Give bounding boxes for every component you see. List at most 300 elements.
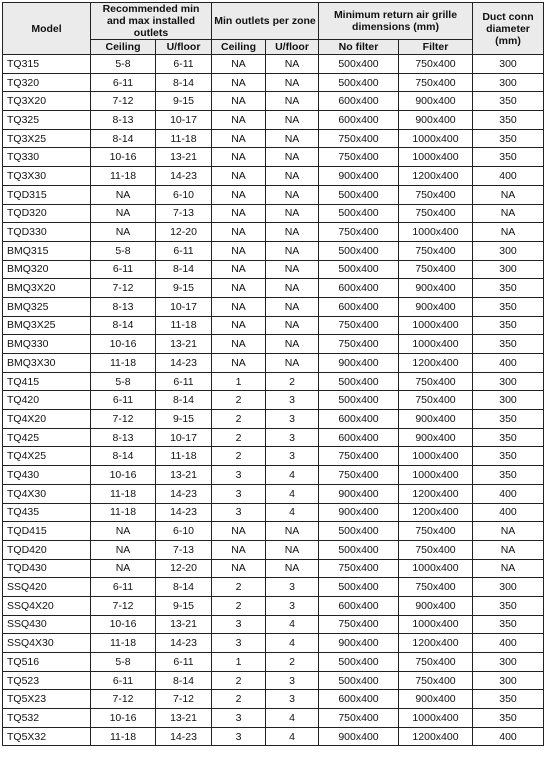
cell-duct-diameter: 400 <box>473 503 544 522</box>
cell-ufloor-installed: 14-23 <box>156 167 212 186</box>
cell-ufloor-installed: 7-13 <box>156 204 212 223</box>
cell-ceiling-installed: 11-18 <box>91 727 156 746</box>
cell-ufloor-zone: NA <box>266 522 319 541</box>
cell-grille-filter: 750x400 <box>399 260 473 279</box>
cell-ufloor-zone: NA <box>266 92 319 111</box>
cell-grille-no-filter: 750x400 <box>319 148 399 167</box>
cell-grille-filter: 1000x400 <box>399 335 473 354</box>
cell-duct-diameter: 350 <box>473 111 544 130</box>
cell-ceiling-installed: NA <box>91 204 156 223</box>
cell-ceiling-installed: 6-11 <box>91 73 156 92</box>
cell-model: BMQ3X25 <box>3 316 91 335</box>
cell-ceiling-installed: 11-18 <box>91 484 156 503</box>
cell-grille-filter: 750x400 <box>399 522 473 541</box>
cell-duct-diameter: 400 <box>473 484 544 503</box>
cell-model: TQ430 <box>3 466 91 485</box>
cell-ufloor-installed: 6-10 <box>156 522 212 541</box>
table-row <box>3 354 544 373</box>
cell-grille-filter: 750x400 <box>399 73 473 92</box>
cell-ceiling-installed: 6-11 <box>91 578 156 597</box>
table-row <box>3 596 544 615</box>
cell-ceiling-zone: NA <box>212 559 266 578</box>
cell-ceiling-zone: NA <box>212 540 266 559</box>
cell-grille-filter: 1000x400 <box>399 466 473 485</box>
cell-ufloor-installed: 6-11 <box>156 241 212 260</box>
cell-ceiling-zone: 3 <box>212 709 266 728</box>
cell-grille-no-filter: 500x400 <box>319 185 399 204</box>
cell-model: BMQ320 <box>3 260 91 279</box>
cell-duct-diameter: 350 <box>473 447 544 466</box>
table-row <box>3 185 544 204</box>
cell-ceiling-installed: NA <box>91 185 156 204</box>
cell-model: TQD415 <box>3 522 91 541</box>
cell-ceiling-zone: 3 <box>212 727 266 746</box>
cell-ufloor-zone: NA <box>266 559 319 578</box>
cell-model: TQ4X25 <box>3 447 91 466</box>
cell-duct-diameter: NA <box>473 204 544 223</box>
cell-duct-diameter: 300 <box>473 391 544 410</box>
cell-ceiling-installed: 10-16 <box>91 148 156 167</box>
cell-ceiling-zone: NA <box>212 260 266 279</box>
cell-grille-no-filter: 500x400 <box>319 522 399 541</box>
table-row <box>3 297 544 316</box>
cell-ufloor-zone: NA <box>266 204 319 223</box>
cell-ceiling-installed: 11-18 <box>91 354 156 373</box>
cell-grille-filter: 750x400 <box>399 372 473 391</box>
cell-grille-filter: 900x400 <box>399 596 473 615</box>
header-duct-diameter: Duct conn diameter (mm) <box>473 3 544 55</box>
cell-ufloor-installed: 13-21 <box>156 615 212 634</box>
table-row <box>3 653 544 672</box>
cell-ceiling-zone: NA <box>212 55 266 74</box>
cell-ufloor-installed: 9-15 <box>156 596 212 615</box>
cell-ufloor-zone: NA <box>266 540 319 559</box>
cell-ufloor-zone: 3 <box>266 578 319 597</box>
cell-grille-no-filter: 900x400 <box>319 167 399 186</box>
cell-ufloor-installed: 12-20 <box>156 559 212 578</box>
cell-ceiling-zone: NA <box>212 241 266 260</box>
cell-ufloor-installed: 6-11 <box>156 653 212 672</box>
cell-ufloor-installed: 14-23 <box>156 503 212 522</box>
cell-model: SSQ4X20 <box>3 596 91 615</box>
cell-model: BMQ3X20 <box>3 279 91 298</box>
cell-ceiling-zone: 2 <box>212 578 266 597</box>
cell-model: TQD330 <box>3 223 91 242</box>
subheader-ceiling: Ceiling <box>91 40 156 55</box>
table-row <box>3 540 544 559</box>
cell-model: TQ5X32 <box>3 727 91 746</box>
cell-model: BMQ330 <box>3 335 91 354</box>
cell-model: TQ435 <box>3 503 91 522</box>
cell-ceiling-zone: NA <box>212 522 266 541</box>
cell-ufloor-installed: 11-18 <box>156 316 212 335</box>
cell-model: TQ532 <box>3 709 91 728</box>
table-row <box>3 55 544 74</box>
cell-ufloor-zone: 2 <box>266 372 319 391</box>
cell-duct-diameter: 350 <box>473 428 544 447</box>
cell-model: TQ420 <box>3 391 91 410</box>
cell-ceiling-installed: 8-13 <box>91 428 156 447</box>
cell-ufloor-zone: 4 <box>266 484 319 503</box>
cell-model: TQD315 <box>3 185 91 204</box>
subheader-ceiling-zone: Ceiling <box>212 40 266 55</box>
cell-ceiling-zone: 2 <box>212 671 266 690</box>
table-row <box>3 578 544 597</box>
cell-ufloor-installed: 13-21 <box>156 148 212 167</box>
cell-grille-no-filter: 750x400 <box>319 447 399 466</box>
cell-grille-filter: 1000x400 <box>399 447 473 466</box>
cell-ceiling-zone: NA <box>212 148 266 167</box>
specs-table <box>2 2 544 746</box>
cell-ufloor-zone: 3 <box>266 391 319 410</box>
cell-grille-no-filter: 600x400 <box>319 111 399 130</box>
cell-model: TQ523 <box>3 671 91 690</box>
cell-duct-diameter: NA <box>473 522 544 541</box>
cell-duct-diameter: 400 <box>473 634 544 653</box>
cell-ceiling-installed: 10-16 <box>91 709 156 728</box>
cell-duct-diameter: 350 <box>473 410 544 429</box>
cell-grille-filter: 1000x400 <box>399 559 473 578</box>
cell-ceiling-installed: 10-16 <box>91 615 156 634</box>
header-installed-outlets: Recommended min and max installed outlets <box>91 3 212 40</box>
cell-ceiling-installed: 11-18 <box>91 167 156 186</box>
cell-ceiling-zone: 3 <box>212 634 266 653</box>
cell-ufloor-zone: NA <box>266 223 319 242</box>
cell-model: TQ330 <box>3 148 91 167</box>
cell-ceiling-zone: 3 <box>212 466 266 485</box>
cell-ceiling-zone: NA <box>212 204 266 223</box>
cell-duct-diameter: NA <box>473 540 544 559</box>
cell-ufloor-installed: 8-14 <box>156 260 212 279</box>
cell-grille-filter: 750x400 <box>399 540 473 559</box>
cell-grille-no-filter: 600x400 <box>319 279 399 298</box>
table-row <box>3 615 544 634</box>
cell-ufloor-zone: NA <box>266 167 319 186</box>
cell-duct-diameter: 350 <box>473 690 544 709</box>
cell-ufloor-zone: 3 <box>266 690 319 709</box>
cell-ceiling-zone: NA <box>212 185 266 204</box>
cell-ceiling-zone: NA <box>212 354 266 373</box>
cell-duct-diameter: 300 <box>473 653 544 672</box>
cell-duct-diameter: 400 <box>473 354 544 373</box>
cell-ufloor-zone: NA <box>266 316 319 335</box>
cell-grille-no-filter: 600x400 <box>319 297 399 316</box>
cell-model: TQ4X30 <box>3 484 91 503</box>
cell-duct-diameter: 350 <box>473 335 544 354</box>
cell-ufloor-zone: 3 <box>266 596 319 615</box>
cell-ufloor-installed: 6-11 <box>156 55 212 74</box>
cell-ceiling-installed: 5-8 <box>91 55 156 74</box>
cell-grille-filter: 750x400 <box>399 391 473 410</box>
table-row <box>3 241 544 260</box>
cell-grille-no-filter: 750x400 <box>319 316 399 335</box>
cell-grille-no-filter: 500x400 <box>319 260 399 279</box>
cell-model: TQ425 <box>3 428 91 447</box>
table-row <box>3 391 544 410</box>
cell-grille-no-filter: 600x400 <box>319 690 399 709</box>
cell-ceiling-zone: 2 <box>212 410 266 429</box>
cell-duct-diameter: 350 <box>473 279 544 298</box>
cell-ufloor-zone: NA <box>266 148 319 167</box>
cell-ufloor-installed: 11-18 <box>156 447 212 466</box>
cell-grille-no-filter: 500x400 <box>319 372 399 391</box>
cell-ufloor-installed: 7-13 <box>156 540 212 559</box>
cell-grille-no-filter: 900x400 <box>319 354 399 373</box>
cell-grille-no-filter: 500x400 <box>319 204 399 223</box>
cell-grille-no-filter: 500x400 <box>319 671 399 690</box>
cell-ceiling-zone: 2 <box>212 690 266 709</box>
cell-ufloor-installed: 9-15 <box>156 92 212 111</box>
cell-ufloor-installed: 10-17 <box>156 428 212 447</box>
cell-grille-filter: 1000x400 <box>399 129 473 148</box>
table-row <box>3 111 544 130</box>
cell-grille-filter: 900x400 <box>399 297 473 316</box>
cell-ceiling-installed: 10-16 <box>91 335 156 354</box>
cell-grille-filter: 750x400 <box>399 578 473 597</box>
cell-ufloor-installed: 8-14 <box>156 73 212 92</box>
cell-ceiling-installed: 6-11 <box>91 260 156 279</box>
cell-ufloor-installed: 13-21 <box>156 709 212 728</box>
table-row <box>3 447 544 466</box>
cell-duct-diameter: 400 <box>473 727 544 746</box>
cell-ufloor-installed: 8-14 <box>156 578 212 597</box>
cell-ceiling-installed: 8-14 <box>91 316 156 335</box>
cell-ufloor-zone: 3 <box>266 671 319 690</box>
cell-ceiling-zone: 1 <box>212 653 266 672</box>
cell-ufloor-zone: NA <box>266 279 319 298</box>
cell-ceiling-zone: NA <box>212 279 266 298</box>
cell-duct-diameter: 350 <box>473 615 544 634</box>
cell-model: BMQ3X30 <box>3 354 91 373</box>
cell-duct-diameter: NA <box>473 185 544 204</box>
cell-grille-no-filter: 900x400 <box>319 634 399 653</box>
cell-grille-no-filter: 900x400 <box>319 484 399 503</box>
cell-grille-no-filter: 500x400 <box>319 391 399 410</box>
cell-duct-diameter: 300 <box>473 241 544 260</box>
header-model: Model <box>3 3 91 55</box>
cell-model: TQ320 <box>3 73 91 92</box>
table-row <box>3 410 544 429</box>
subheader-filter: Filter <box>399 40 473 55</box>
cell-grille-filter: 900x400 <box>399 690 473 709</box>
cell-grille-filter: 1200x400 <box>399 167 473 186</box>
cell-grille-no-filter: 750x400 <box>319 559 399 578</box>
cell-model: TQ315 <box>3 55 91 74</box>
cell-grille-filter: 750x400 <box>399 185 473 204</box>
subheader-ufloor: U/floor <box>156 40 212 55</box>
cell-ufloor-installed: 13-21 <box>156 335 212 354</box>
cell-model: SSQ4X30 <box>3 634 91 653</box>
cell-model: TQ3X25 <box>3 129 91 148</box>
cell-ceiling-zone: 3 <box>212 615 266 634</box>
cell-ufloor-installed: 10-17 <box>156 297 212 316</box>
cell-grille-filter: 1000x400 <box>399 223 473 242</box>
cell-duct-diameter: 350 <box>473 596 544 615</box>
header-min-outlets: Min outlets per zone <box>212 3 319 40</box>
cell-ufloor-zone: 2 <box>266 653 319 672</box>
table-row <box>3 671 544 690</box>
cell-grille-filter: 900x400 <box>399 428 473 447</box>
cell-ceiling-installed: 6-11 <box>91 391 156 410</box>
cell-ufloor-zone: 4 <box>266 503 319 522</box>
cell-ceiling-installed: 5-8 <box>91 653 156 672</box>
cell-ufloor-installed: 11-18 <box>156 129 212 148</box>
cell-ceiling-zone: NA <box>212 167 266 186</box>
cell-ceiling-installed: 8-13 <box>91 111 156 130</box>
cell-grille-no-filter: 750x400 <box>319 466 399 485</box>
cell-ceiling-zone: NA <box>212 73 266 92</box>
cell-ufloor-installed: 8-14 <box>156 671 212 690</box>
cell-grille-filter: 1000x400 <box>399 316 473 335</box>
cell-ceiling-installed: 8-13 <box>91 297 156 316</box>
cell-ufloor-zone: NA <box>266 111 319 130</box>
cell-model: TQ3X30 <box>3 167 91 186</box>
cell-ufloor-zone: NA <box>266 335 319 354</box>
cell-ufloor-installed: 13-21 <box>156 466 212 485</box>
table-row <box>3 92 544 111</box>
table-row <box>3 167 544 186</box>
cell-grille-no-filter: 750x400 <box>319 129 399 148</box>
cell-ceiling-installed: 7-12 <box>91 690 156 709</box>
cell-grille-filter: 1000x400 <box>399 615 473 634</box>
cell-duct-diameter: 350 <box>473 148 544 167</box>
cell-ufloor-zone: 4 <box>266 466 319 485</box>
cell-grille-filter: 900x400 <box>399 279 473 298</box>
table-row <box>3 73 544 92</box>
cell-duct-diameter: 300 <box>473 73 544 92</box>
cell-ceiling-installed: 10-16 <box>91 466 156 485</box>
cell-grille-no-filter: 600x400 <box>319 92 399 111</box>
cell-ufloor-installed: 7-12 <box>156 690 212 709</box>
cell-ceiling-zone: NA <box>212 223 266 242</box>
cell-ceiling-installed: 5-8 <box>91 241 156 260</box>
cell-ufloor-zone: 4 <box>266 709 319 728</box>
cell-model: TQ5X23 <box>3 690 91 709</box>
cell-model: BMQ325 <box>3 297 91 316</box>
cell-ufloor-installed: 9-15 <box>156 279 212 298</box>
table-row <box>3 372 544 391</box>
cell-ceiling-zone: 3 <box>212 503 266 522</box>
cell-grille-filter: 900x400 <box>399 111 473 130</box>
table-row <box>3 466 544 485</box>
cell-duct-diameter: 350 <box>473 129 544 148</box>
cell-grille-no-filter: 500x400 <box>319 653 399 672</box>
cell-model: TQ4X20 <box>3 410 91 429</box>
cell-grille-filter: 750x400 <box>399 653 473 672</box>
header-return-grille: Minimum return air grille dimensions (mm) <box>319 3 473 40</box>
cell-ufloor-zone: NA <box>266 55 319 74</box>
table-row <box>3 634 544 653</box>
cell-ceiling-installed: NA <box>91 223 156 242</box>
cell-grille-filter: 1200x400 <box>399 503 473 522</box>
cell-grille-no-filter: 750x400 <box>319 709 399 728</box>
cell-ufloor-zone: NA <box>266 73 319 92</box>
cell-duct-diameter: 300 <box>473 578 544 597</box>
cell-duct-diameter: 350 <box>473 709 544 728</box>
cell-ufloor-zone: 3 <box>266 428 319 447</box>
cell-ufloor-installed: 6-11 <box>156 372 212 391</box>
cell-grille-no-filter: 750x400 <box>319 335 399 354</box>
cell-duct-diameter: NA <box>473 559 544 578</box>
cell-ceiling-zone: NA <box>212 92 266 111</box>
cell-model: TQD320 <box>3 204 91 223</box>
cell-grille-no-filter: 750x400 <box>319 615 399 634</box>
cell-ceiling-installed: 7-12 <box>91 596 156 615</box>
cell-ufloor-installed: 14-23 <box>156 484 212 503</box>
cell-ufloor-installed: 14-23 <box>156 727 212 746</box>
cell-duct-diameter: NA <box>473 223 544 242</box>
cell-model: TQD420 <box>3 540 91 559</box>
cell-ceiling-zone: 2 <box>212 428 266 447</box>
cell-ufloor-zone: NA <box>266 185 319 204</box>
cell-ufloor-zone: 4 <box>266 727 319 746</box>
cell-ceiling-installed: NA <box>91 522 156 541</box>
cell-ceiling-zone: NA <box>212 111 266 130</box>
cell-ceiling-installed: 7-12 <box>91 92 156 111</box>
table-row <box>3 335 544 354</box>
cell-ceiling-installed: 11-18 <box>91 503 156 522</box>
cell-grille-filter: 900x400 <box>399 92 473 111</box>
cell-model: TQ415 <box>3 372 91 391</box>
cell-ufloor-installed: 6-10 <box>156 185 212 204</box>
cell-grille-no-filter: 600x400 <box>319 596 399 615</box>
cell-ceiling-installed: 8-14 <box>91 447 156 466</box>
cell-ceiling-installed: 6-11 <box>91 671 156 690</box>
table-row <box>3 148 544 167</box>
cell-grille-filter: 1200x400 <box>399 354 473 373</box>
cell-ceiling-installed: 7-12 <box>91 410 156 429</box>
cell-grille-filter: 750x400 <box>399 204 473 223</box>
table-row <box>3 204 544 223</box>
cell-model: SSQ420 <box>3 578 91 597</box>
cell-grille-filter: 900x400 <box>399 410 473 429</box>
cell-grille-filter: 1200x400 <box>399 634 473 653</box>
table-row <box>3 690 544 709</box>
cell-grille-filter: 750x400 <box>399 241 473 260</box>
cell-ceiling-installed: 8-14 <box>91 129 156 148</box>
cell-ufloor-installed: 9-15 <box>156 410 212 429</box>
table-row <box>3 428 544 447</box>
cell-duct-diameter: 350 <box>473 316 544 335</box>
cell-ufloor-zone: NA <box>266 354 319 373</box>
cell-ceiling-installed: 5-8 <box>91 372 156 391</box>
cell-duct-diameter: 350 <box>473 92 544 111</box>
cell-grille-filter: 1200x400 <box>399 727 473 746</box>
cell-ufloor-installed: 14-23 <box>156 634 212 653</box>
cell-ufloor-zone: NA <box>266 297 319 316</box>
cell-ufloor-zone: 3 <box>266 447 319 466</box>
table-row <box>3 484 544 503</box>
table-row <box>3 727 544 746</box>
table-row <box>3 503 544 522</box>
cell-ceiling-zone: NA <box>212 297 266 316</box>
cell-model: TQ3X20 <box>3 92 91 111</box>
cell-ufloor-installed: 10-17 <box>156 111 212 130</box>
cell-grille-no-filter: 600x400 <box>319 428 399 447</box>
cell-ceiling-zone: 2 <box>212 391 266 410</box>
cell-ufloor-zone: NA <box>266 129 319 148</box>
table-row <box>3 709 544 728</box>
cell-ufloor-zone: NA <box>266 241 319 260</box>
cell-ceiling-zone: NA <box>212 129 266 148</box>
cell-ufloor-zone: NA <box>266 260 319 279</box>
cell-ceiling-zone: 3 <box>212 484 266 503</box>
cell-grille-no-filter: 600x400 <box>319 410 399 429</box>
cell-grille-filter: 750x400 <box>399 671 473 690</box>
table-row <box>3 316 544 335</box>
cell-duct-diameter: 300 <box>473 372 544 391</box>
cell-duct-diameter: 400 <box>473 167 544 186</box>
